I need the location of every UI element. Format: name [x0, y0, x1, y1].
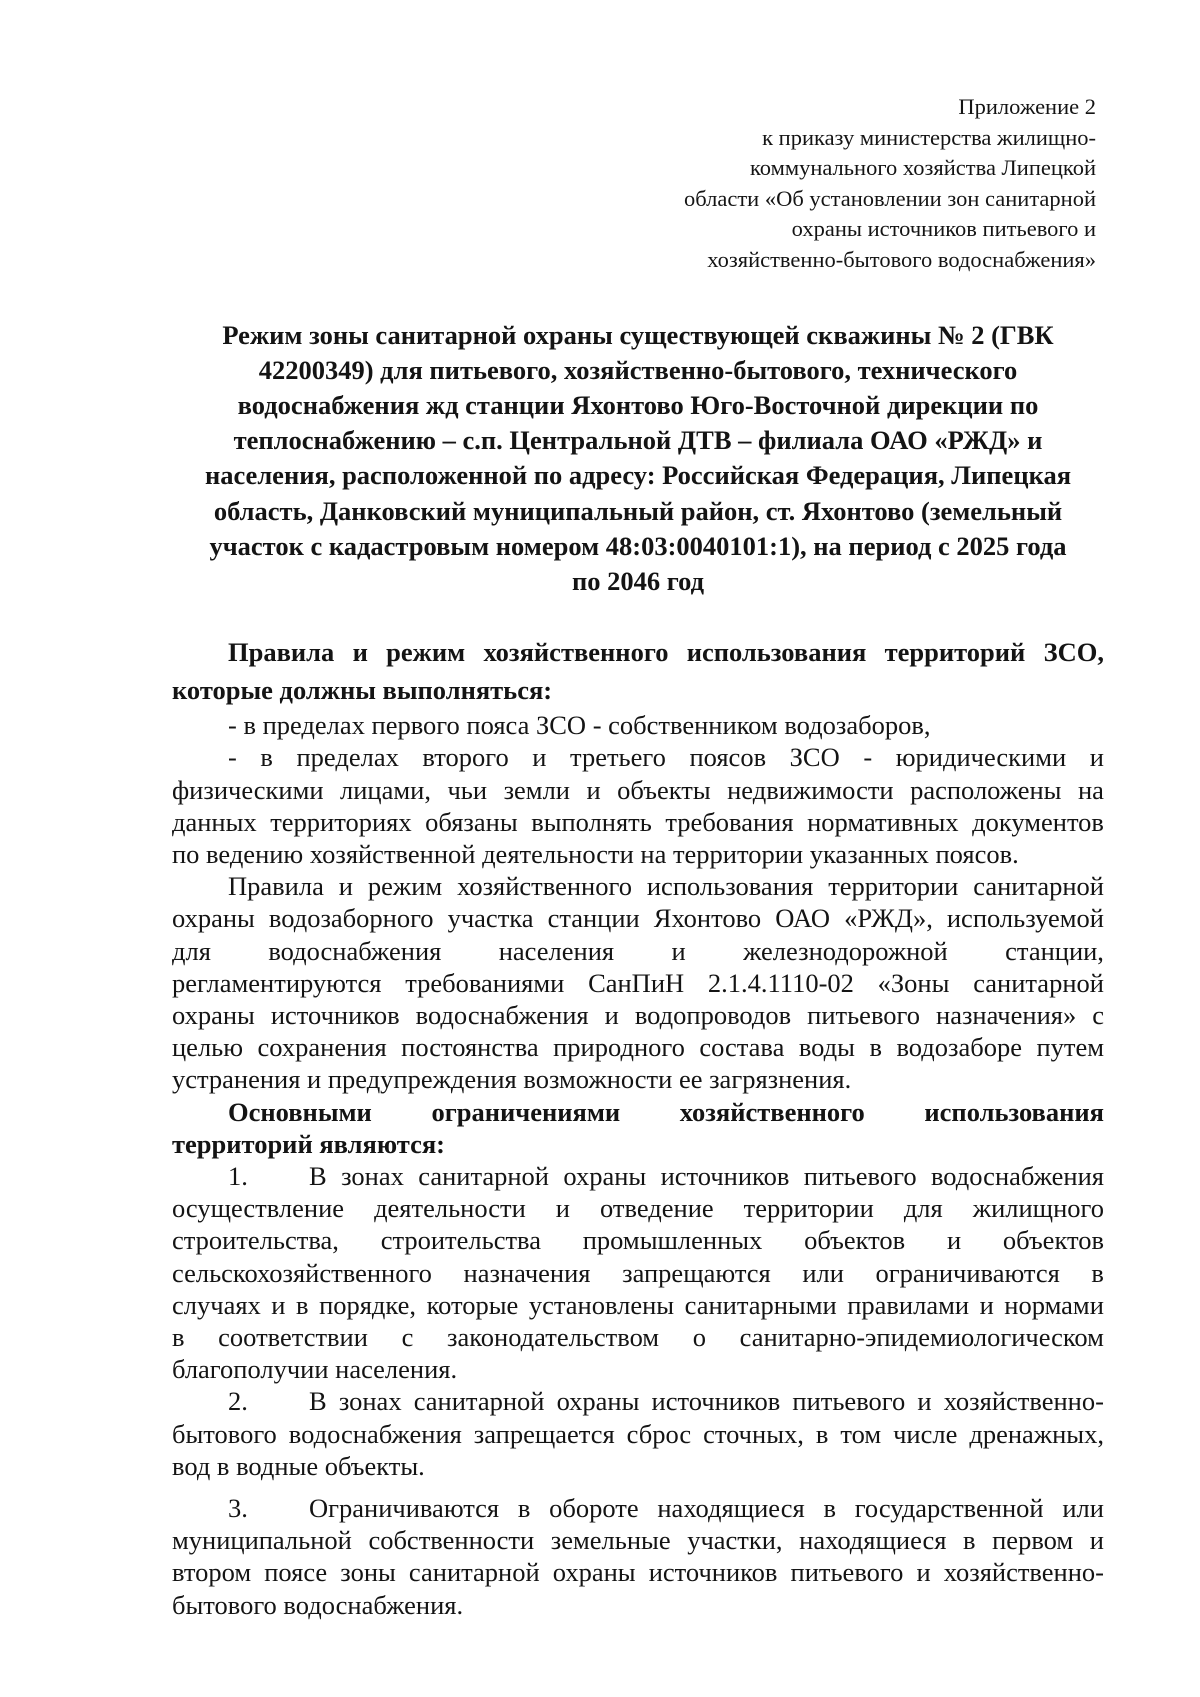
word: недвижимости [727, 774, 894, 805]
word: водозаборе [896, 1032, 1022, 1063]
word: водозаборного [268, 903, 434, 934]
paragraph-line [172, 1257, 1104, 1289]
word: природного [553, 1032, 685, 1063]
word: ЗСО, [1043, 637, 1104, 668]
word: используемой [946, 903, 1104, 934]
word: режим [367, 871, 443, 902]
word: «Зоны [877, 967, 950, 998]
word: территорий [884, 637, 1026, 668]
paragraph-line [172, 1031, 1104, 1063]
word: питьевого [790, 1557, 904, 1588]
word: участка [447, 903, 534, 934]
rule-item [172, 741, 1104, 773]
word: или [1062, 1493, 1104, 1524]
word: охраны [552, 1557, 636, 1588]
word: ОАО [775, 903, 831, 934]
word: для [903, 1193, 943, 1224]
word: зонах [341, 1161, 404, 1192]
document-body [172, 633, 1104, 1621]
word: о [692, 1322, 706, 1353]
word: водоснабжения [288, 1418, 462, 1449]
word: отведение [600, 1193, 714, 1224]
list-item-text [309, 1492, 1104, 1524]
word: санитарными [684, 1289, 837, 1320]
rule-item: - в пределах первого пояса ЗСО - собственником водозаборов, [228, 710, 931, 741]
word: охраны [556, 1386, 640, 1417]
word: и [555, 1193, 570, 1224]
word: юридическими [895, 742, 1067, 773]
paragraph-line [172, 1321, 1104, 1353]
word: в [172, 1322, 185, 1353]
title-line: водоснабжения жд станции Яхонтово Юго-Восточной дирекции по [237, 389, 1039, 420]
word: и [946, 1225, 962, 1256]
word: и [352, 637, 368, 668]
word: сброс [626, 1418, 692, 1449]
word: запрещается [473, 1418, 615, 1449]
word: и [1089, 742, 1104, 773]
word: строительства, [172, 1225, 339, 1256]
word: правилами [847, 1289, 970, 1320]
word: случаях [172, 1289, 261, 1320]
word: воды [798, 1032, 855, 1063]
appendix-line: к приказу министерства жилищно- [762, 124, 1096, 150]
word: требованиями [405, 967, 565, 998]
paragraph-line [172, 870, 1104, 902]
word: чьи [447, 774, 488, 805]
word: источников [660, 1161, 790, 1192]
word: муниципальной [172, 1525, 352, 1556]
word: в [869, 1032, 882, 1063]
word: хозяйственного [457, 871, 632, 902]
word: состава [699, 1032, 785, 1063]
word: территориях [270, 806, 412, 837]
word: для [172, 935, 211, 966]
word: на [1077, 774, 1104, 805]
list-item-number: 1. [228, 1161, 248, 1192]
word: ЗСО [789, 742, 840, 773]
word: хозяйственно- [943, 1386, 1104, 1417]
word: и [604, 1000, 619, 1031]
list-item-text [309, 1160, 1104, 1192]
title-line: по 2046 год [571, 565, 705, 596]
paragraph-line [172, 1418, 1104, 1450]
word: питьевого [807, 1000, 920, 1031]
document-title [172, 318, 1104, 600]
word: источников [648, 1557, 778, 1588]
paragraph-line [172, 999, 1104, 1031]
word: и [916, 1557, 931, 1588]
word: строительства [380, 1225, 541, 1256]
word: запрещаются [622, 1257, 771, 1288]
word: использования [924, 1096, 1104, 1127]
word: и [271, 1289, 286, 1320]
list-item-text [309, 1385, 1104, 1417]
word: поясов [689, 742, 767, 773]
title-line: теплоснабжению – с.п. Центральной ДТВ – филиала ОАО «РЖД» и [233, 425, 1043, 456]
word: водоснабжения [415, 1000, 589, 1031]
word: данных [172, 806, 257, 837]
word: ограничиваются [875, 1257, 1060, 1288]
word: земельные [550, 1525, 671, 1556]
word: бытового [172, 1418, 277, 1449]
word: третьего [570, 742, 666, 773]
title-line: населения, расположенной по адресу: Российская Федерация, Липецкая [204, 460, 1072, 491]
word: жилищного [972, 1193, 1104, 1224]
word: порядке, [319, 1289, 417, 1320]
paragraph-line: устранения и предупреждения возможности ее загрязнения. [172, 1064, 852, 1095]
title-line: Режим зоны санитарной охраны существующей скважины № 2 (ГВК [222, 319, 1054, 350]
paragraph-line [172, 1524, 1104, 1556]
word: лицами, [340, 774, 431, 805]
list-item-number: 2. [228, 1386, 248, 1417]
word: сельскохозяйственного [172, 1257, 432, 1288]
list-item [172, 1385, 1104, 1417]
word: станции [547, 903, 640, 934]
word: «РЖД», [844, 903, 933, 934]
word: втором [172, 1557, 252, 1588]
word: объекты [617, 774, 711, 805]
paragraph-line [172, 1224, 1104, 1256]
word: собственности [368, 1525, 535, 1556]
word: путем [1036, 1032, 1104, 1063]
paragraph-line [172, 1556, 1104, 1588]
word: соответствии [218, 1322, 368, 1353]
appendix-line: хозяйственно-бытового водоснабжения» [707, 246, 1096, 272]
word: установлены [528, 1289, 675, 1320]
word: хозяйственного [483, 637, 669, 668]
word: в [963, 1525, 976, 1556]
word: том [840, 1418, 882, 1449]
word: осуществление [172, 1193, 345, 1224]
appendix-line: области «Об установлении зон санитарной [684, 185, 1096, 211]
word: хозяйственного [679, 1096, 865, 1127]
word: государственной [854, 1493, 1044, 1524]
word: источников [651, 1386, 781, 1417]
appendix-block [576, 92, 1096, 276]
word: с [401, 1322, 414, 1353]
word: назначения» [936, 1000, 1077, 1031]
word: санитарной [418, 1161, 549, 1192]
word: постоянства [401, 1032, 539, 1063]
word: первом [992, 1525, 1074, 1556]
title-line: область, Данковский муниципальный район, ст. Яхонтово (земельный [213, 495, 1063, 526]
word: нормативных [807, 806, 959, 837]
word: в [815, 1418, 829, 1449]
word: Основными [228, 1096, 372, 1127]
word: в [823, 1493, 836, 1524]
word: зонах [338, 1386, 402, 1417]
paragraph-line: бытового водоснабжения. [172, 1589, 464, 1620]
word: и [586, 774, 601, 805]
word: и [1089, 1525, 1104, 1556]
word: целью [172, 1032, 244, 1063]
word: питьевого [803, 1161, 917, 1192]
section-heading-rules-cont: которые должны выполняться: [172, 675, 553, 706]
appendix-line: охраны источников питьевого и [791, 216, 1096, 242]
word: числе [893, 1418, 958, 1449]
appendix-line: коммунального хозяйства Липецкой [749, 155, 1096, 181]
word: выполнять [531, 806, 652, 837]
appendix-line: Приложение 2 [958, 94, 1096, 119]
word: в [296, 1289, 309, 1320]
word: зоны [340, 1557, 396, 1588]
word: обязаны [425, 806, 518, 837]
word: санитарной [973, 871, 1104, 902]
word: - [228, 742, 237, 773]
word: участки, [687, 1525, 783, 1556]
word: использования [646, 871, 814, 902]
paragraph-line: благополучии населения. [172, 1354, 458, 1385]
word: пределах [296, 742, 399, 773]
word: железнодорожной [743, 935, 948, 966]
word: источников [270, 1000, 400, 1031]
paragraph-line: вод в водные объекты. [172, 1450, 425, 1481]
paragraph-line [172, 1192, 1104, 1224]
paragraph-line [172, 935, 1104, 967]
word: законодательством [447, 1322, 660, 1353]
word: СанПиН [588, 967, 685, 998]
word: земли [503, 774, 570, 805]
word: Яхонтово [653, 903, 762, 934]
paragraph-line [172, 806, 1104, 838]
word: находящиеся [657, 1493, 805, 1524]
word: В [309, 1161, 327, 1192]
word: в [517, 1493, 531, 1524]
title-line: 42200349) для питьевого, хозяйственно-бытового, технического [258, 354, 1018, 385]
word: водоснабжения [268, 935, 442, 966]
word: физическими [172, 774, 324, 805]
word: населения [498, 935, 615, 966]
word: деятельности [374, 1193, 526, 1224]
word: обороте [549, 1493, 639, 1524]
word: и [979, 1289, 994, 1320]
word: объектов [1002, 1225, 1104, 1256]
word: санитарно-эпидемиологическом [739, 1322, 1104, 1353]
word: территории [828, 871, 959, 902]
word: станции, [1005, 935, 1104, 966]
word: и [671, 935, 686, 966]
word: охраны [172, 1000, 255, 1031]
word: которые [426, 1289, 519, 1320]
word: объектов [804, 1225, 906, 1256]
word: нормами [1004, 1289, 1104, 1320]
word: и [532, 742, 547, 773]
list-item [172, 1492, 1104, 1524]
word: находящиеся [799, 1525, 947, 1556]
paragraph-line [172, 967, 1104, 999]
word: Ограничиваются [309, 1493, 500, 1524]
word: охраны [563, 1161, 647, 1192]
word: сточных, [703, 1418, 804, 1449]
word: питьевого [792, 1386, 906, 1417]
list-item-number: 3. [228, 1493, 248, 1524]
paragraph-line [172, 1289, 1104, 1321]
word: - [863, 742, 873, 773]
word: назначения [463, 1257, 591, 1288]
word: В [309, 1386, 327, 1417]
word: в [260, 742, 273, 773]
word: документов [972, 806, 1104, 837]
section-heading-restrictions [172, 1096, 1104, 1128]
word: с [1092, 1000, 1104, 1031]
word: санитарной [408, 1557, 540, 1588]
word: территории [743, 1193, 874, 1224]
paragraph-line [172, 774, 1104, 806]
word: 2.1.4.1110-02 [707, 967, 854, 998]
word: Правила [228, 637, 335, 668]
word: дренажных, [969, 1418, 1104, 1449]
word: второго [422, 742, 509, 773]
word: санитарной [413, 1386, 545, 1417]
word: в [1091, 1257, 1104, 1288]
word: ограничениями [431, 1096, 621, 1127]
word: расположены [910, 774, 1062, 805]
word: хозяйственно- [943, 1557, 1104, 1588]
paragraph-line: по ведению хозяйственной деятельности на территории указанных поясов. [172, 839, 1019, 869]
paragraph-line [172, 902, 1104, 934]
word: охраны [172, 903, 255, 934]
word: поясе [264, 1557, 328, 1588]
list-item [172, 1160, 1104, 1192]
word: Правила [228, 871, 324, 902]
word: водопроводов [634, 1000, 792, 1031]
word: сохранения [257, 1032, 387, 1063]
word: режим [386, 637, 466, 668]
word: промышленных [582, 1225, 763, 1256]
word: санитарной [973, 967, 1104, 998]
title-line: участок с кадастровым номером 48:03:0040101:1), на период с 2025 года [209, 530, 1067, 561]
word: регламентируются [172, 967, 382, 998]
section-heading-rules [172, 633, 1104, 671]
word: и [917, 1386, 932, 1417]
word: водоснабжения [930, 1161, 1104, 1192]
section-heading-restrictions-cont: территорий являются: [172, 1128, 446, 1159]
word: использования [686, 637, 867, 668]
word: требования [665, 806, 794, 837]
word: и [338, 871, 353, 902]
word: или [802, 1257, 844, 1288]
